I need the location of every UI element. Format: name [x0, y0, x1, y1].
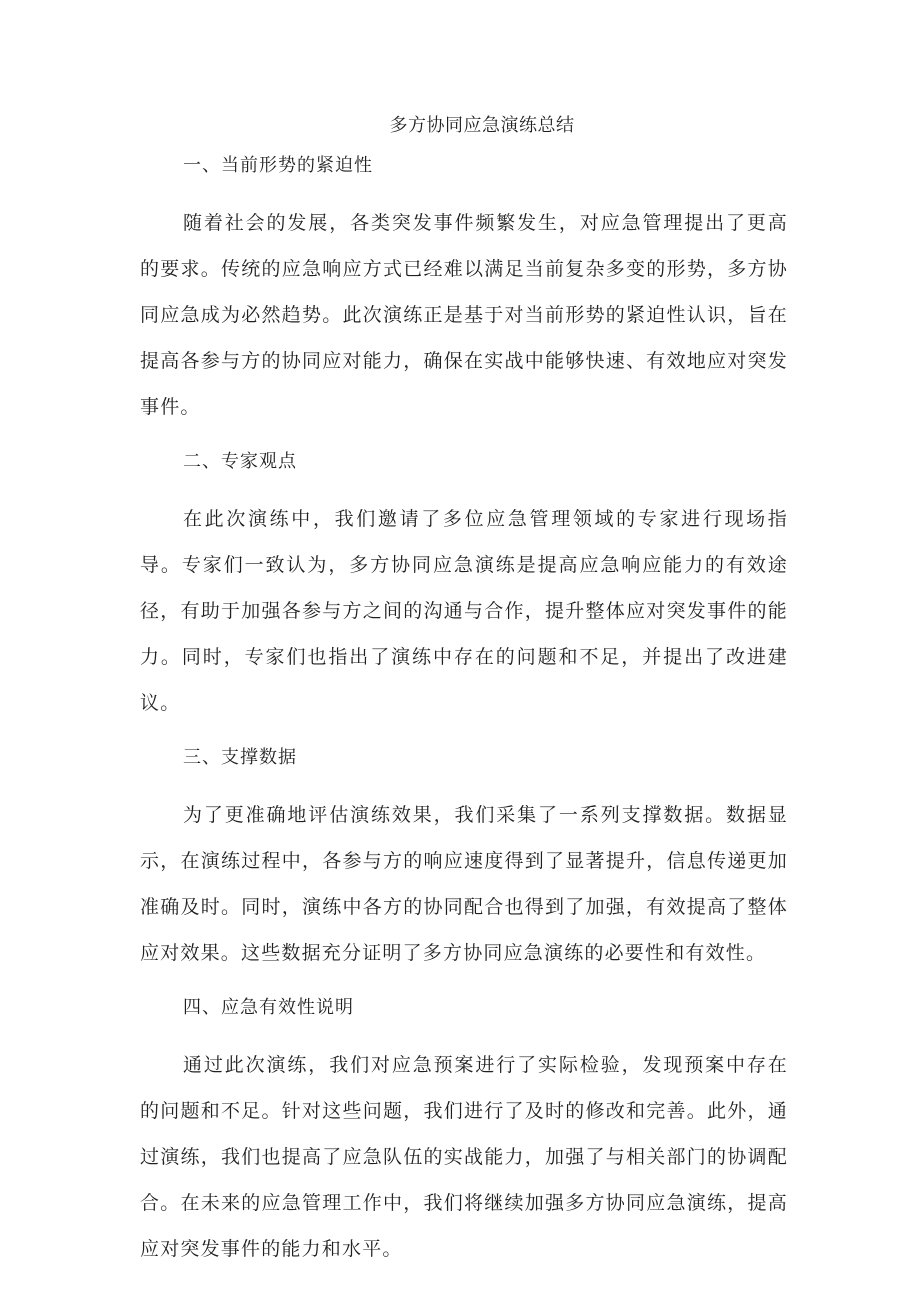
section-body-effectiveness: 通过此次演练，我们对应急预案进行了实际检验，发现预案中存在的问题和不足。针对这些问题，我们进行了及时的修改和完善。此外，通过演练，我们也提高了应急队伍的实战能力，加强了与相关部门的协调配合。在未来的应急管理工作中，我们将继续加强多方协同应急演练，提高应对突发事件的能力和水平。 [140, 1054, 788, 1260]
section-heading-expert: 二、专家观点 [183, 451, 297, 472]
section-heading-data: 三、支撑数据 [183, 747, 297, 768]
section-heading-effectiveness: 四、应急有效性说明 [183, 997, 354, 1018]
section-body-situation: 随着社会的发展，各类突发事件频繁发生，对应急管理提出了更高的要求。传统的应急响应方式已经难以满足当前复杂多变的形势，多方协同应急成为必然趋势。此次演练正是基于对当前形势的紧迫性认识，旨在提高各参与方的协同应对能力，确保在实战中能够快速、有效地应对突发事件。 [140, 212, 788, 418]
section-body-expert: 在此次演练中，我们邀请了多位应急管理领域的专家进行现场指导。专家们一致认为，多方协同应急演练是提高应急响应能力的有效途径，有助于加强各参与方之间的沟通与合作，提升整体应对突发事件的能力。同时，专家们也指出了演练中存在的问题和不足，并提出了改进建议。 [140, 508, 788, 714]
document-page [140, 108, 788, 1286]
section-body-data: 为了更准确地评估演练效果，我们采集了一系列支撑数据。数据显示，在演练过程中，各参与方的响应速度得到了显著提升，信息传递更加准确及时。同时，演练中各方的协同配合也得到了加强，有效提高了整体应对效果。这些数据充分证明了多方协同应急演练的必要性和有效性。 [140, 804, 788, 964]
section-heading-situation: 一、当前形势的紧迫性 [183, 155, 373, 176]
document-title: 多方协同应急演练总结 [389, 115, 575, 136]
